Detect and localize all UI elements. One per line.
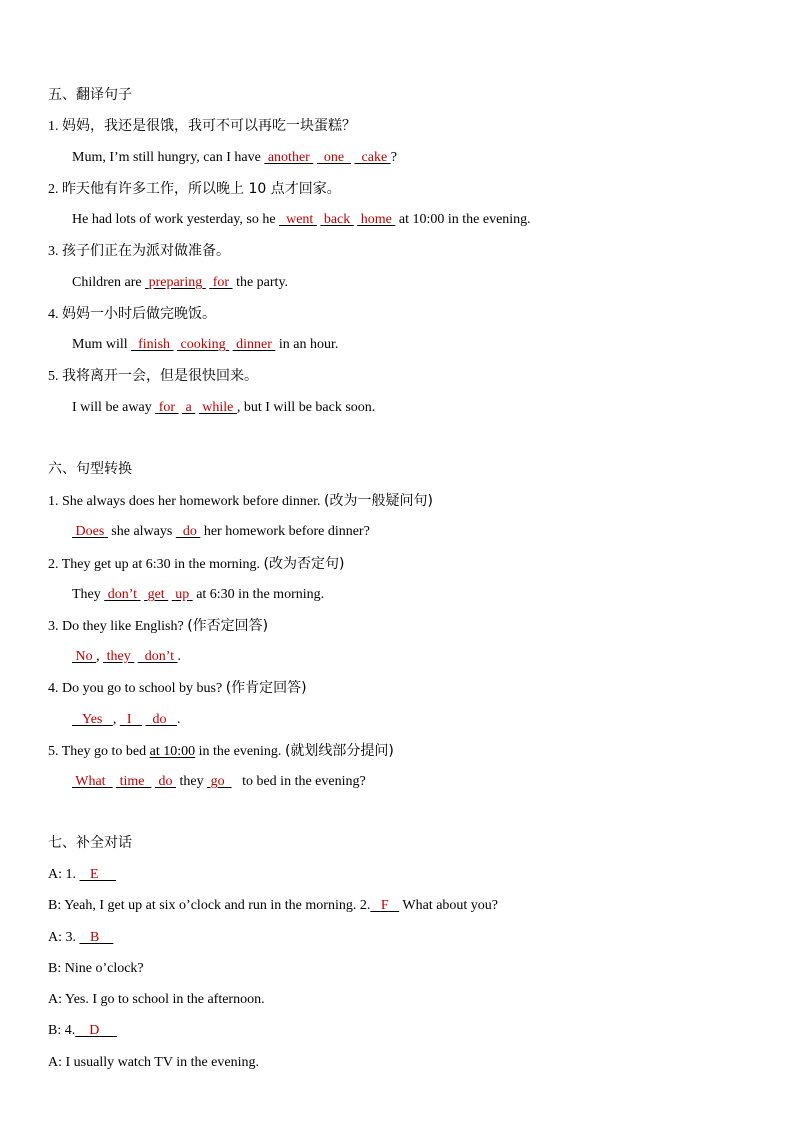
s5-q1-end: ? [390,150,397,165]
s6-q1-question [48,492,433,511]
s5-q4-chinese [48,305,216,324]
s5-q1-answer-1: another [267,150,310,165]
s5-q5-answer-1: for [158,400,176,415]
s6-q3-blank-2 [103,649,134,664]
s5-q2-answer-1: went [286,212,314,227]
s6-q3-question [48,617,268,636]
s6-q1-answer-1: Does [75,524,105,539]
s6-q5-answer-line [72,773,366,791]
s5-q4-english [72,336,338,354]
s5-q1-prompt: Mum, I’m still hungry, can I have [72,150,265,165]
s5-q3-end: the party. [232,275,289,290]
s6-q4-blank-1 [72,712,113,727]
s6-q5-question [48,742,394,761]
s6-q4-end: . [177,712,181,727]
s6-q4-blank-2 [120,712,142,727]
s6-q5-instruction: (就划线部分提问) [284,743,394,759]
s6-q3-answer-line: No , they don’t . [72,648,181,666]
s5-q1-blank-2 [317,150,351,165]
s5-q2-end: at 10:00 in the evening. [395,212,531,227]
s6-q4-answer-2: I [126,712,132,727]
s7-line-1 [48,866,116,884]
s6-q4-blank-3 [146,712,178,727]
s5-q5-answer-2: a [185,400,192,415]
s5-q1-number: 1. [48,119,62,134]
s6-q5-answer-2: time [119,774,145,789]
s6-q5-answer-1: What [75,774,106,789]
s6-q3-blank-1 [72,649,96,664]
s5-q1-chinese [48,117,356,136]
s6-q5-blank-1 [72,774,113,789]
s5-q5-blank-1 [155,400,178,415]
s7-blank-1 [80,867,117,882]
s6-q1-answer-2: do [182,524,197,539]
s6-q4-answer-line: Yes , I do . [72,711,181,729]
s6-q2-english: 2. They get up at 6:30 in the morning. [48,557,264,572]
s6-q2-end: at 6:30 in the morning. [192,587,325,602]
section-seven-title: 七、补全对话 [48,835,132,851]
s6-q2-prompt: They [72,587,105,602]
s6-q5-middle: they [175,774,208,789]
s7-line-7: A: I usually watch TV in the evening. [48,1055,259,1070]
s5-q1-blank-3 [355,150,391,165]
s6-q1-blank-2 [176,524,201,539]
s7-blank-4 [75,1023,117,1038]
s5-q2-blank-1 [279,212,317,227]
s6-q3-answer-3: don’t [144,649,175,664]
s5-q2-zh: 昨天他有许多工作，所以晚上 10 点才回家。 [62,181,341,197]
s7-line-1-speaker: A: 1. [48,867,80,882]
s5-q2-english [72,211,531,229]
s7-answer-2: F [380,898,389,913]
s5-q4-blank-2 [177,337,229,352]
s6-q2-answer-2: get [147,587,165,602]
s5-q2-number: 2. [48,182,62,197]
s6-q3-blank-3 [138,649,178,664]
s5-q5-blank-2 [182,400,195,415]
s5-q2-blank-3 [357,212,395,227]
s6-q4-answer-1: Yes [81,712,103,727]
s7-line-3-speaker: A: 3. [48,930,80,945]
s5-q1-zh: 妈妈，我还是很饿，我可不可以再吃一块蛋糕？ [62,118,356,134]
s6-q2-question [48,555,344,574]
s6-q2-blank-1 [104,587,140,602]
s5-q5-end: , but I will be back soon. [236,400,376,415]
s6-q3-instruction: (作否定回答) [187,618,269,634]
s5-q4-answer-3: dinner [236,337,272,352]
s6-q4-answer-3: do [152,712,167,727]
s5-q5-chinese [48,367,258,386]
s5-q2-prompt: He had lots of work yesterday, so he [72,212,280,227]
s7-answer-4: D [89,1023,100,1038]
s5-q5-number: 5. [48,369,62,384]
s6-q1-answer-line [72,523,370,541]
s6-q2-instruction: (改为否定句) [263,556,345,572]
s5-q3-english [72,274,288,292]
s6-q5-blank-2 [116,774,151,789]
s6-q5-answer-4: go [210,774,225,789]
s7-line-4: B: Nine o’clock? [48,961,144,976]
s5-q2-answer-3: home [360,212,392,227]
s7-line-6 [48,1022,117,1040]
s6-q1-end: her homework before dinner? [200,524,370,539]
s6-q2-blank-3 [172,587,193,602]
s5-q2-chinese [48,180,341,199]
s5-q3-prompt: Children are [72,275,146,290]
s5-q2-answer-2: back [323,212,351,227]
s7-line-3 [48,929,113,947]
s6-q5-end: to bed in the evening? [238,774,366,789]
s7-blank-2 [370,898,399,913]
s7-line-2-text: B: Yeah, I get up at six o’clock and run in the morning. 2. [48,898,371,913]
s5-q3-blank-1 [145,275,206,290]
s5-q4-blank-3 [233,337,276,352]
s5-q4-end: in an hour. [275,337,339,352]
s6-q2-answer-line [72,586,324,604]
s6-q5-answer-3: do [158,774,173,789]
s5-q3-chinese [48,242,230,261]
s5-q4-number: 4. [48,307,62,322]
s6-q4-instruction: (作肯定回答) [225,680,307,696]
s5-q5-answer-3: while [202,400,234,415]
s6-q2-blank-2 [144,587,168,602]
s5-q4-blank-1 [131,337,173,352]
s6-q4-question [48,679,307,698]
s5-q4-answer-1: finish [138,337,171,352]
s7-answer-3: B [90,930,100,945]
s5-q3-zh: 孩子们正在为派对做准备。 [62,243,230,259]
s5-q2-blank-2 [320,212,353,227]
s7-answer-1: E [90,867,99,882]
s6-q1-english: 1. She always does her homework before dinner. [48,494,325,509]
s5-q5-zh: 我将离开一会，但是很快回来。 [62,368,258,384]
s6-q1-middle: she always [107,524,176,539]
s5-q5-english [72,399,375,417]
s5-q1-blank-1 [264,150,313,165]
s7-line-6-speaker: B: 4. [48,1023,76,1038]
s6-q1-blank-1 [72,524,108,539]
s5-q1-answer-3: cake [361,150,388,165]
section-five-title: 五、翻译句子 [48,87,132,103]
s5-q4-zh: 妈妈一小时后做完晚饭。 [62,306,216,322]
s6-q3-english: 3. Do they like English? [48,619,188,634]
s5-q3-blank-2 [209,275,232,290]
s7-line-5: A: Yes. I go to school in the afternoon. [48,992,265,1007]
s5-q5-prompt: I will be away [72,400,156,415]
s5-q1-english [72,149,397,167]
s6-q1-instruction: (改为一般疑问句) [324,493,433,509]
s6-q3-answer-2: they [106,649,131,664]
s5-q4-prompt: Mum will [72,337,132,352]
s6-q4-english: 4. Do you go to school by bus? [48,681,226,696]
s7-blank-3 [80,930,114,945]
s5-q4-answer-2: cooking [180,337,226,352]
s5-q1-answer-2: one [323,150,345,165]
s5-q3-number: 3. [48,244,62,259]
s5-q3-answer-2: for [212,275,230,290]
s7-line-2 [48,897,498,915]
s6-q3-end: . [177,649,182,664]
s6-q5-english-post: in the evening. [195,744,285,759]
s7-line-2-end: What about you? [399,898,499,913]
s6-q5-english-pre: 5. They go to bed [48,744,150,759]
s6-q3-answer-1: No [75,649,93,664]
s5-q5-blank-3 [199,400,237,415]
s5-q3-answer-1: preparing [148,275,203,290]
section-six-title: 六、句型转换 [48,461,132,477]
s6-q5-blank-3 [155,774,176,789]
s6-q5-blank-4 [207,774,232,789]
s6-q5-underlined-phrase: at 10:00 [149,744,196,759]
s6-q2-answer-1: don’t [107,587,138,602]
s6-q2-answer-3: up [175,587,190,602]
